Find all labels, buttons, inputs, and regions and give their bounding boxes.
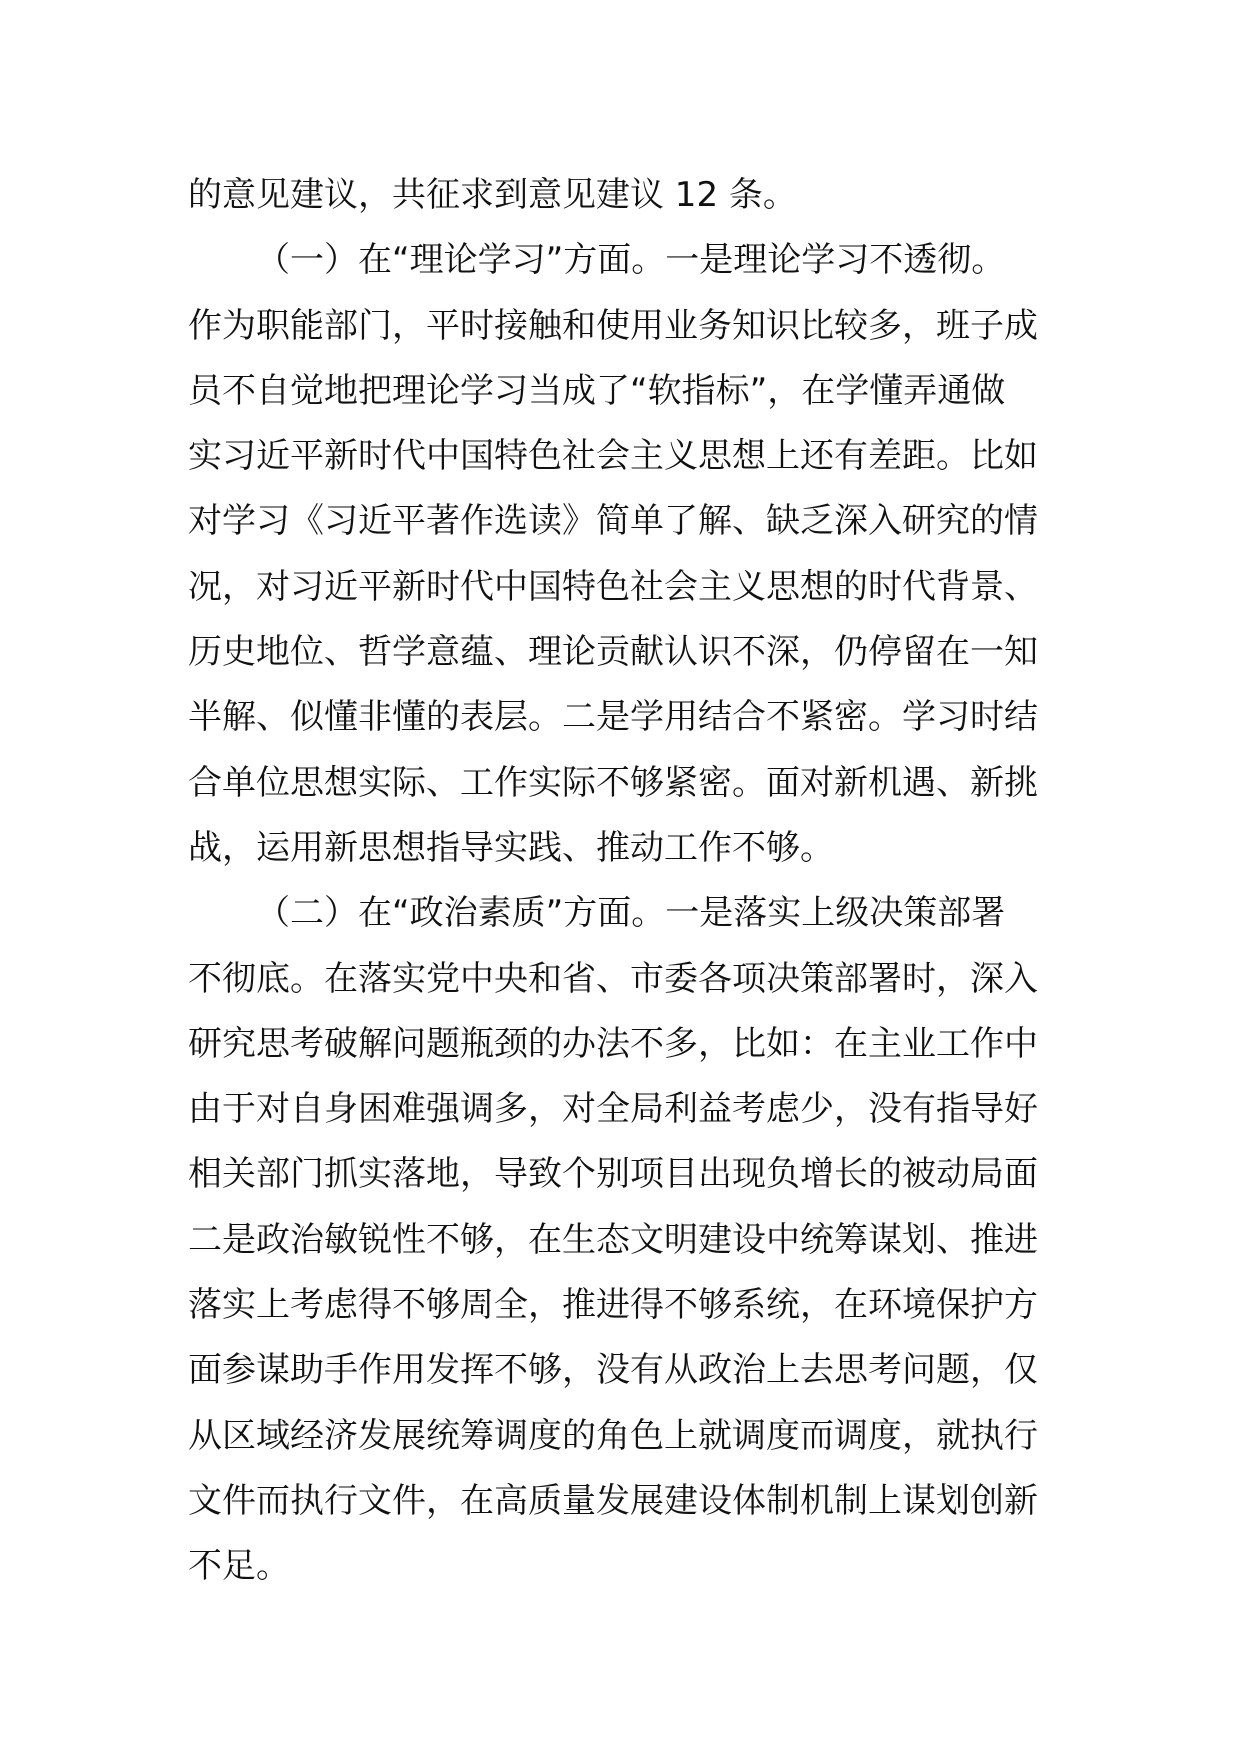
text-line: 员不自觉地把理论学习当成了“软指标”，在学懂弄通做	[188, 370, 1006, 411]
text-line: 况，对习近平新时代中国特色社会主义思想的时代背景、	[188, 566, 1038, 607]
text-line: 不足。	[188, 1546, 290, 1587]
text-line: 由于对自身困难强调多，对全局利益考虑少，没有指导好	[188, 1089, 1038, 1130]
text-line: 合单位思想实际、工作实际不够紧密。面对新机遇、新挑	[188, 762, 1038, 803]
text-line: 从区域经济发展统筹调度的角色上就调度而调度，就执行	[188, 1415, 1038, 1456]
text-line: 作为职能部门，平时接触和使用业务知识比较多，班子成	[188, 305, 1038, 346]
section-heading-line: （一）在“理论学习”方面。一是理论学习不透彻。	[256, 240, 1006, 281]
text-line: 战，运用新思想指导实践、推动工作不够。	[188, 827, 834, 868]
text-line: 相关部门抓实落地，导致个别项目出现负增长的被动局面	[188, 1154, 1038, 1195]
text-line: 半解、似懂非懂的表层。二是学用结合不紧密。学习时结	[188, 697, 1038, 738]
text-line: 的意见建议，共征求到意见建议 12 条。	[188, 175, 797, 215]
text-line: 不彻底。在落实党中央和省、市委各项决策部署时，深入	[188, 958, 1038, 999]
text-line: 对学习《习近平著作选读》简单了解、缺乏深入研究的情	[188, 501, 1038, 542]
text-line: 历史地位、哲学意蕴、理论贡献认识不深，仍停留在一知	[188, 632, 1038, 673]
document-body	[188, 163, 1058, 1600]
text-line: 二是政治敏锐性不够，在生态文明建设中统筹谋划、推进	[188, 1219, 1038, 1260]
text-line: 研究思考破解问题瓶颈的办法不多，比如：在主业工作中	[188, 1023, 1038, 1064]
text-line: 落实上考虑得不够周全，推进得不够系统，在环境保护方	[188, 1285, 1038, 1326]
section-heading-line: （二）在“政治素质”方面。一是落实上级决策部署	[256, 893, 1006, 934]
text-line: 文件而执行文件，在高质量发展建设体制机制上谋划创新	[188, 1480, 1038, 1521]
text-line: 面参谋助手作用发挥不够，没有从政治上去思考问题，仅	[188, 1350, 1038, 1391]
text-line: 实习近平新时代中国特色社会主义思想上还有差距。比如	[188, 436, 1038, 477]
